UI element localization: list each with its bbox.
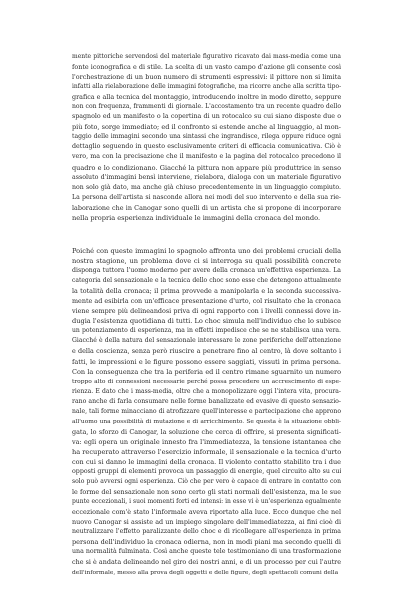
text-line: solo può avversi ogni esperienza. Ciò che per vero è capace di entrare in contatto con [72, 478, 341, 486]
text-line: dell'informale, messo alla prova degli oggetti e delle figure, degli spettacoli comuni della [72, 569, 339, 576]
text-line: grafica e alla tecnica del montaggio, introducendo inoltre in modo diretto, seppure [72, 93, 341, 102]
text-line: Con la conseguenza che tra la periferia ed il centro rimane sguarnito un numero [72, 367, 341, 376]
paragraph-1 [72, 52, 341, 223]
text-line: mente ad esibirla con un'efficace presentazione d'urto, col risultato che la cronaca [72, 297, 341, 306]
text-line: una normalità fulminata. Così anche queste tele testimoniano di una trasformazione [72, 548, 341, 556]
text-line: nale, tali forme minacciano di atrofizzare quell'interesse e partecipazione che approno [72, 407, 341, 415]
text-line: gata, lo sforzo di Canogar, la soluzione che cerca di offrire, si presenta significati- [72, 427, 341, 436]
text-line: viene sempre più delineandosi priva di ogni rapporto con i livelli connessi dove in- [72, 307, 341, 316]
text-line: disponga tuttora l'uomo moderno per avere della cronaca un'effettiva esperienza. La [72, 267, 341, 275]
text-line: persona dell'individuo la cronaca odierna, non in modi piani ma secondo quelli di [72, 538, 341, 547]
text-line: l'orchestrazione di un buon numero di strumenti espressivi: il pittore non si limita [72, 73, 341, 82]
text-line: la totalità della cronaca; il prima provvede a manipolarla e la seconda successiva- [72, 287, 341, 296]
text-line: nostra stagione, un problema dove ci si interroga su quali possibilità concrete [72, 257, 341, 266]
text-line: le forme del sensazionale non sono certo gli stati normali dell'esistenza, ma le sue [72, 488, 341, 497]
text-line: quadro e lo condizionano. Giacché la pittura non appare più produttrice in senso [72, 163, 341, 172]
text-line: e della coscienza, senza però riuscire a penetrare fino al centro, là dove soltanto i [72, 347, 341, 356]
text-line: un potenziamento di esperienza, ma in effetti impedisce che se ne stabilisca una vera. [72, 327, 341, 335]
text-line: laborazione che in Canogar sono quelli di un artista che si propone di incorporare [72, 203, 341, 212]
text-line: La persona dell'artista si nasconde allora nei modi del suo intervento e della sua rie- [72, 193, 341, 201]
text-line: eccezionale com'è stato l'informale aveva riportato alla luce. Ecco dunque che nel [72, 508, 341, 517]
text-line: vero, ma con la precisazione che il manifesto e la pagina del rotocalco precedono il [72, 153, 341, 161]
text-line: rano anche di farla consumare nelle forme banalizzate ed evasive di questo sensazio- [72, 397, 341, 405]
text-line: categoria del sensazionale e la tecnica dello choc sono esse che detengono attualmente [72, 277, 341, 285]
text-line: all'uomo una possibilità di mutazione e di arricchimento. Se questa è la situazione obbli- [72, 418, 341, 425]
text-line: con cui si danno le immagini della cronaca. Il violento contatto stabilito tra i due [72, 457, 341, 466]
text-line: più foto, sorge immediato; ed il confronto si estende anche al linguaggio, al mon- [72, 123, 341, 132]
text-line: troppo alto di connessioni necessarie perché possa procedere un accrescimento di espe- [72, 378, 341, 385]
text-line: infatti alla rielaborazione delle immagini fotografiche, ma ricorre anche alla scritta tipo- [72, 83, 341, 91]
text-line: fatti, le impressioni e le figure possono essere saggiati, vissuti in prima persona. [72, 357, 341, 366]
text-line: mente pittoriche servendosi del materiale figurativo ricavato dai mass-media come una [72, 53, 341, 60]
text-line: dugia l'esistenza quotidiana di tutti. Lo choc simula nell'individuo che lo subisce [72, 317, 341, 326]
text-line: non solo già dato, ma anche già chiuso precedentemente in un linguaggio compiuto. [72, 183, 341, 191]
text-line: assoluto d'immagini bensì interviene, rielabora, dialoga con un materiale figurativo [72, 173, 341, 181]
text-line: spagnolo ed un manifesto o la copertina di un rotocalco su cui siano disposte due o [72, 113, 341, 121]
text-line: va: egli opera un originale innesto fra l'immediatezza, la tensione istantanea che [72, 437, 341, 446]
text-line: dettaglio seguendo in questo esclusivamente criteri di efficacia comunicativa. Ciò è [72, 143, 341, 151]
text-line: nella propria esperienza individuale le immagini della cronaca del mondo. [72, 213, 321, 222]
text-line: neutralizzare l'effetto paralizzante dello choc e di ricollegare all'esperienza in prima [72, 528, 341, 536]
text-line: opposti gruppi di elementi provoca un passaggio di energie, quel circuito alto su cui [72, 468, 341, 476]
text-line: punte eccezionali, i suoi momenti forti ed intensi: in esse vi è un'esperienza egualmente [72, 498, 341, 506]
paragraph-2 [72, 246, 341, 578]
text-line: Giacché è della natura del sensazionale interessare le zone periferiche dell'attenzione [72, 337, 341, 345]
text-line: Poiché con queste immagini lo spagnolo affronta uno dei problemi cruciali della [72, 247, 341, 255]
text-line: taggio delle immagini secondo una sintassi che ingrandisce, rilega oppure riduce ogni [72, 133, 341, 141]
text-line: non con frequenza, frammenti di giornale. L'accostamento tra un recente quadro dello [72, 103, 341, 111]
text-line: nuovo Canogar si assiste ad un impiego singolare dell'immediatezza, ai fini cioè di [72, 518, 341, 527]
text-line: rienza. E dato che i mass-media, oltre che a monopolizzare oggi l'intera vita, procura- [72, 387, 341, 395]
text-line: fonte iconografica e di stile. La scelta di un vasto campo d'azione gli consente così [72, 63, 341, 72]
text-line: ha recuperato attraverso l'esercizio informale, il sensazionale e la tecnica d'urto [72, 447, 341, 456]
text-line: che si è andata delineando nel giro dei nostri anni, e di un processo per cui l'autre [72, 558, 341, 567]
